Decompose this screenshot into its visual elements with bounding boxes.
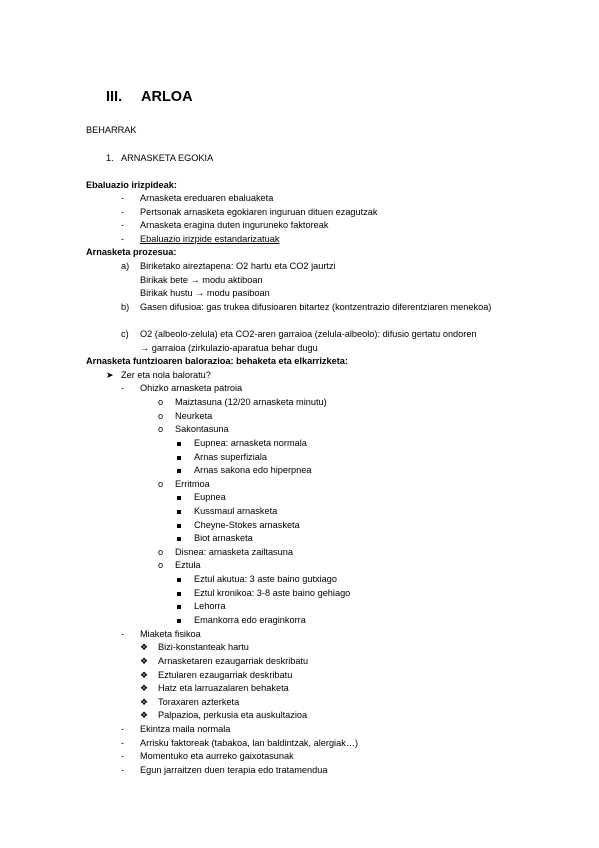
tail-item: Egun jarraitzen duen terapia edo tratamendua [140, 765, 328, 775]
diamond-bullet-icon: ❖ [140, 656, 149, 666]
section-title: BEHARRAK [86, 125, 137, 135]
physical-item: Bizi-konstanteak hartu [158, 642, 249, 652]
dash-marker [121, 628, 124, 642]
pattern-item: Sakontasuna [175, 424, 229, 434]
square-bullet-icon [177, 510, 181, 514]
process-b-label: b) [121, 302, 130, 312]
pattern-item: Eztula [175, 560, 201, 570]
dash-marker [121, 737, 124, 751]
circle-bullet-icon [158, 410, 163, 424]
square-bullet-icon [177, 496, 181, 500]
process-c-label: c) [121, 329, 129, 339]
physical-label: Miaketa fisikoa [140, 629, 201, 639]
eval-item-underlined: Ebaluazio irizpide estandarizatuak [140, 234, 280, 244]
process-title: Arnasketa prozesua: [86, 247, 177, 257]
physical-item: Eztularen ezaugarriak deskribatu [158, 670, 293, 680]
diamond-bullet-icon: ❖ [140, 710, 149, 720]
physical-item: Palpazioa, perkusia eta auskultazioa [158, 710, 308, 720]
physical-item: Hatz eta larruazalaren behaketa [158, 683, 289, 693]
circle-bullet-icon [158, 478, 163, 492]
diamond-bullet-icon: ❖ [140, 697, 149, 707]
diamond-bullet-icon: ❖ [140, 683, 149, 693]
pattern-label: Ohizko arnasketa patroia [140, 383, 243, 393]
pattern-item: Erritmoa [175, 479, 210, 489]
process-a-line: Biriketako aireztapena: O2 hartu eta CO2 jaurtzi [140, 261, 336, 271]
dash-marker [121, 723, 124, 737]
diamond-bullet-icon: ❖ [140, 670, 149, 680]
cough-item: Eztul akutua: 3 aste baino gutxiago [194, 574, 338, 584]
pattern-item: Disnea: arnasketa zailtasuna [175, 547, 293, 557]
square-bullet-icon [177, 592, 181, 596]
dash-marker [121, 192, 124, 206]
depth-item: Arnas superfiziala [194, 452, 268, 462]
process-a-line: Birikak bete → modu aktiboan [140, 275, 263, 285]
process-a-line: Birikak hustu → modu pasiboan [140, 288, 270, 298]
square-bullet-icon [177, 442, 181, 446]
depth-item: Eupnea: arnasketa normala [194, 438, 307, 448]
square-bullet-icon [177, 605, 181, 609]
physical-item: Toraxaren azterketa [158, 697, 240, 707]
item-number: 1. [106, 153, 114, 163]
rhythm-item: Kussmaul arnasketa [194, 506, 278, 516]
square-bullet-icon [177, 578, 181, 582]
physical-item: Arnasketaren ezaugarriak deskribatu [158, 656, 309, 666]
circle-bullet-icon [158, 423, 163, 437]
eval-item: Arnasketa ereduaren ebaluaketa [140, 193, 274, 203]
cough-item: Emankorra edo eraginkorra [194, 615, 306, 625]
pattern-item: Maiztasuna (12/20 arnasketa minutu) [175, 397, 327, 407]
process-c-line: → garraioa (zirkulazio-aparatua behar dugu [140, 343, 318, 353]
arrow-bullet-icon: ➤ [106, 370, 114, 380]
process-b-text: Gasen difusioa: gas trukea difusioaren bitartez (kontzentrazio diferentziaren menekoa) [140, 302, 492, 312]
dash-marker [121, 206, 124, 220]
cough-item: Lehorra [194, 601, 226, 611]
eval-item: Pertsonak arnasketa egokiaren inguruan dituen ezagutzak [140, 207, 378, 217]
func-title: Arnasketa funtzioaren balorazioa: behaketa eta elkarrizketa: [86, 356, 348, 366]
func-question: Zer eta nola baloratu? [121, 370, 211, 380]
rhythm-item: Cheyne-Stokes arnasketa [194, 520, 300, 530]
dash-marker [121, 233, 124, 247]
circle-bullet-icon [158, 396, 163, 410]
tail-item: Arrisku faktoreak (tabakoa, lan baldintzak, alergiak…) [140, 738, 359, 748]
dash-marker [121, 219, 124, 233]
depth-item: Arnas sakona edo hiperpnea [194, 465, 312, 475]
square-bullet-icon [177, 456, 181, 460]
square-bullet-icon [177, 469, 181, 473]
rhythm-item: Biot arnasketa [194, 533, 253, 543]
process-c-line: O2 (albeolo-zelula) eta CO2-aren garraioa (zelula-albeolo): difusio gertatu ondoren [140, 329, 477, 339]
cough-item: Eztul kronikoa: 3-8 aste baino gehiago [194, 588, 351, 598]
tail-item: Momentuko eta aurreko gaixotasunak [140, 751, 294, 761]
dash-marker [121, 764, 124, 778]
diamond-bullet-icon: ❖ [140, 642, 149, 652]
eval-item: Arnasketa eragina duten inguruneko faktoreak [140, 220, 329, 230]
rhythm-item: Eupnea [194, 492, 226, 502]
item-title: ARNASKETA EGOKIA [121, 153, 214, 163]
eval-title: Ebaluazio irizpideak: [86, 180, 177, 190]
square-bullet-icon [177, 537, 181, 541]
process-a-label: a) [121, 261, 130, 271]
tail-item: Ekintza maila normala [140, 724, 231, 734]
heading-number: III. [106, 89, 123, 105]
circle-bullet-icon [158, 546, 163, 560]
square-bullet-icon [177, 524, 181, 528]
dash-marker [121, 382, 124, 396]
square-bullet-icon [177, 619, 181, 623]
circle-bullet-icon [158, 559, 163, 573]
dash-marker [121, 750, 124, 764]
pattern-item: Neurketa [175, 411, 213, 421]
heading-title: ARLOA [141, 89, 193, 105]
